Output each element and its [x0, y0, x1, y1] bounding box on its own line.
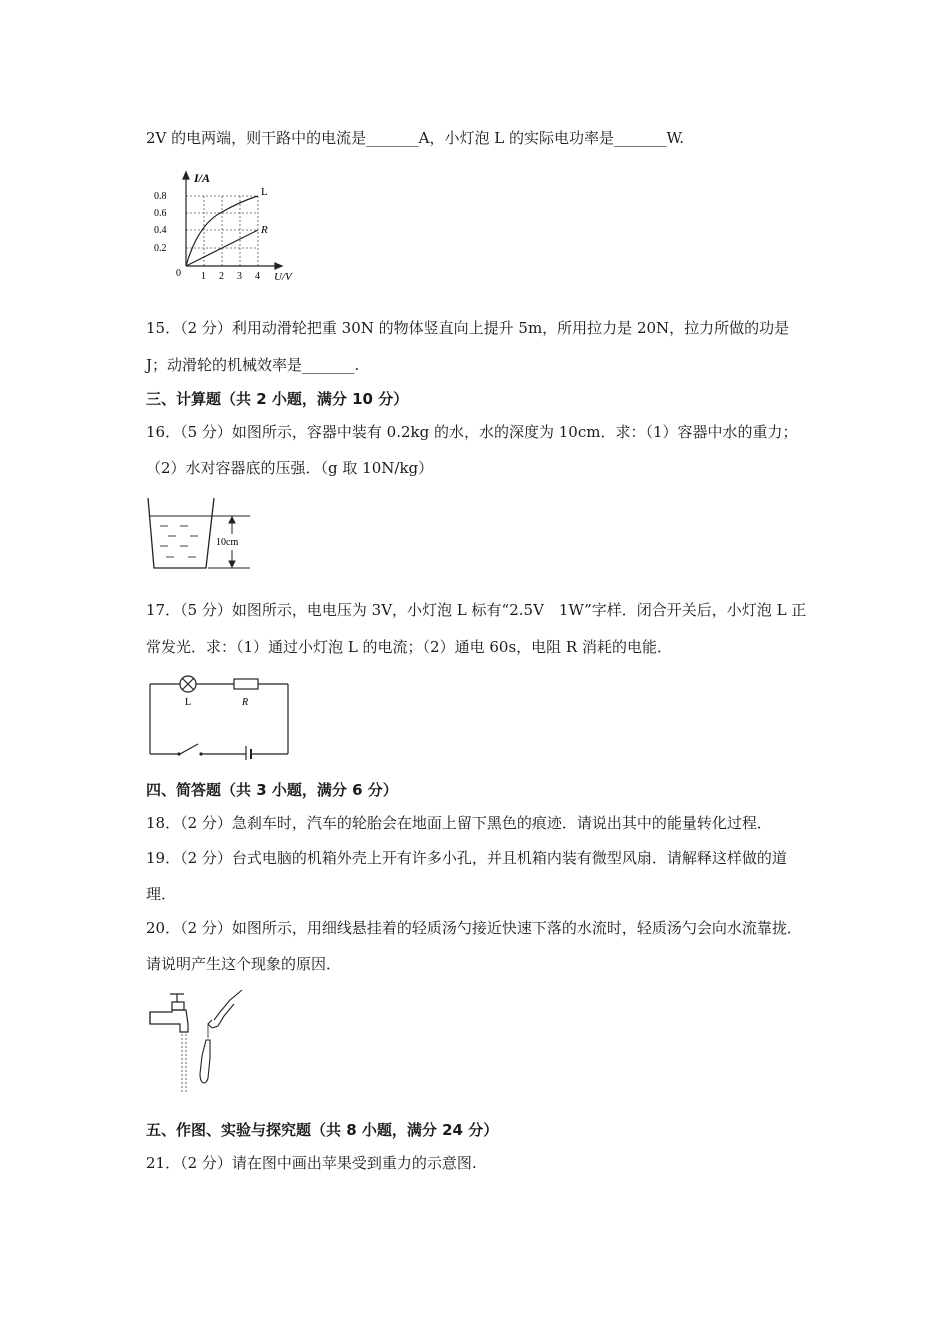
- fingers: [208, 1020, 212, 1028]
- iu-graph: [150, 168, 310, 288]
- x-tick: 4: [255, 271, 260, 282]
- x-tick: 1: [201, 271, 206, 282]
- spoon: [200, 1040, 210, 1083]
- section-4-heading: 四、简答题（共 3 小题，满分 6 分）: [146, 781, 398, 799]
- water-stream: [182, 1034, 186, 1092]
- curve-l: [186, 196, 258, 266]
- y-tick: 0.4: [154, 225, 167, 236]
- depth-label: 10cm: [216, 537, 239, 548]
- section-5-heading: 五、作图、实验与探究题（共 8 小题，满分 24 分）: [146, 1121, 499, 1139]
- section-3-heading: 三、计算题（共 2 小题，满分 10 分）: [146, 390, 409, 408]
- resistor-label: R: [242, 697, 249, 708]
- hand-outline: [214, 990, 242, 1020]
- y-tick: 0.8: [154, 191, 167, 202]
- circuit-figure: [146, 672, 292, 760]
- question-19-line-1: 19．（2 分）台式电脑的机箱外壳上开有许多小孔，并且机箱内装有微型风扇．请解释这样做的道: [146, 849, 787, 867]
- question-19-line-2: 理．: [146, 885, 177, 903]
- question-21: 21．（2 分）请在图中画出苹果受到重力的示意图.: [146, 1154, 477, 1172]
- question-18: 18．（2 分）急刹车时，汽车的轮胎会在地面上留下黑色的痕迹．请说出其中的能量转化过程．: [146, 814, 772, 832]
- switch-contact: [177, 752, 180, 755]
- curve-l-label: L: [261, 186, 268, 198]
- question-17-line-1: 17．（5 分）如图所示，电电压为 3V，小灯泡 L 标有“2.5V 1W”字样．闭合开关后，小灯泡 L 正: [146, 601, 807, 619]
- question-15-line-2: J；动滑轮的机械效率是_______.: [146, 356, 360, 374]
- curve-r-label: R: [261, 224, 268, 236]
- question-15-line-1: 15．（2 分）利用动滑轮把重 30N 的物体竖直向上提升 5m，所用拉力是 20N，拉力所做的功是: [146, 319, 790, 337]
- faucet-body: [150, 1010, 188, 1032]
- iu-graph-figure: [150, 168, 310, 288]
- resistor-symbol: [234, 679, 258, 689]
- water-hatching: [160, 526, 198, 557]
- lamp-label: L: [185, 697, 192, 708]
- question-20-line-1: 20．（2 分）如图所示，用细线悬挂着的轻质汤勺接近快速下落的水流时，轻质汤勺会向水流靠拢．: [146, 919, 802, 937]
- graph-grid: [186, 196, 258, 266]
- faucet-valve: [172, 1002, 184, 1010]
- switch-symbol: [180, 744, 198, 754]
- question-16-line-2: （2）水对容器底的压强．（g 取 10N/kg）: [146, 459, 434, 477]
- origin-label: 0: [176, 268, 181, 279]
- x-tick: 2: [219, 271, 224, 282]
- x-tick: 3: [237, 271, 242, 282]
- y-axis-label: I/A: [194, 171, 211, 185]
- faucet-spoon-figure: [146, 986, 246, 1096]
- y-tick: 0.2: [154, 243, 167, 254]
- y-tick: 0.6: [154, 208, 167, 219]
- water-container: [146, 494, 256, 574]
- circuit-diagram: [146, 672, 292, 760]
- question-14-continuation: 2V 的电两端，则干路中的电流是_______A，小灯泡 L 的实际电功率是_______W.: [146, 129, 685, 147]
- container-outline: [148, 498, 214, 568]
- switch-contact: [199, 752, 202, 755]
- x-axis-label: U/V: [274, 271, 292, 283]
- faucet-handle: [170, 994, 184, 1002]
- question-20-line-2: 请说明产生这个现象的原因．: [146, 955, 342, 973]
- question-17-line-2: 常发光．求：（1）通过小灯泡 L 的电流；（2）通电 60s，电阻 R 消耗的电能．: [146, 638, 672, 656]
- question-16-line-1: 16．（5 分）如图所示，容器中装有 0.2kg 的水，水的深度为 10cm．求：（1）容器中水的重力；: [146, 423, 798, 441]
- water-container-figure: [146, 494, 256, 574]
- faucet-spoon-illustration: [146, 986, 246, 1096]
